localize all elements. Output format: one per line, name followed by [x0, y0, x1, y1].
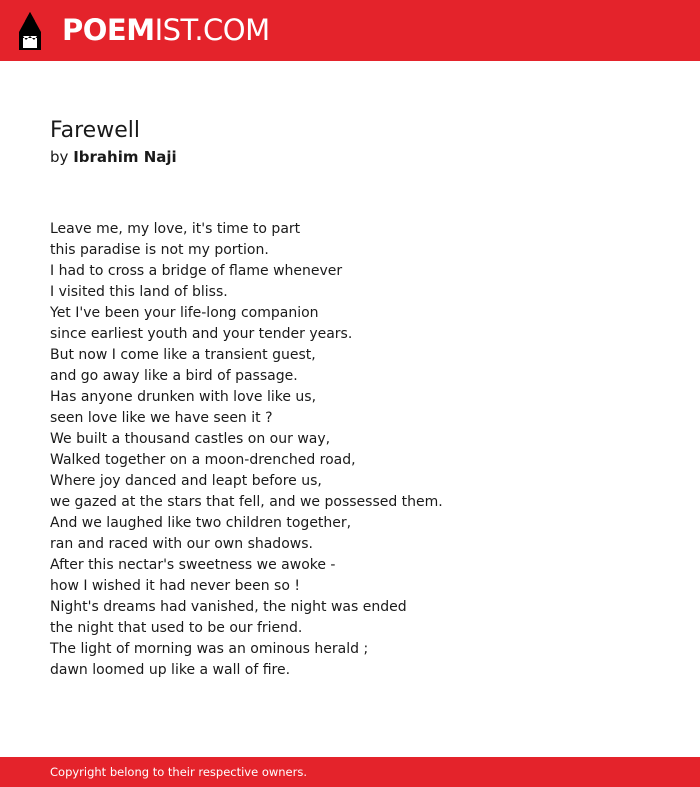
site-header	[0, 0, 700, 61]
poem-title: Farewell	[50, 118, 140, 143]
poem-line: Has anyone drunken with love like us,	[50, 389, 317, 405]
poem-line: since earliest youth and your tender years.	[50, 326, 353, 342]
poem-heading	[50, 117, 670, 167]
poem-body	[50, 219, 650, 681]
pencil-tip-icon[interactable]	[18, 10, 42, 52]
poem-line: The light of morning was an ominous herald ;	[50, 641, 369, 657]
poem-line: this paradise is not my portion.	[50, 242, 269, 258]
poem-line: We built a thousand castles on our way,	[50, 431, 331, 447]
poem-line: and go away like a bird of passage.	[50, 368, 298, 384]
poem-line: Walked together on a moon-drenched road,	[50, 452, 356, 468]
site-footer	[0, 757, 700, 787]
poem-line: ran and raced with our own shadows.	[50, 536, 313, 552]
poem-line: After this nectar's sweetness we awoke -	[50, 557, 336, 573]
byline	[50, 147, 670, 167]
logo-bold-text: POEM	[62, 13, 155, 47]
poem-line: we gazed at the stars that fell, and we possessed them.	[50, 494, 443, 510]
poem-line: I had to cross a bridge of flame whenever	[50, 263, 343, 279]
poem-line: But now I come like a transient guest,	[50, 347, 316, 363]
site-logo-link[interactable]	[62, 13, 270, 47]
poem-line: the night that used to be our friend.	[50, 620, 303, 636]
logo-light-text: IST.COM	[154, 13, 270, 47]
poem-line: how I wished it had never been so !	[50, 578, 300, 594]
poem-line: Yet I've been your life-long companion	[50, 305, 319, 321]
poem-line: Leave me, my love, it's time to part	[50, 221, 301, 237]
poem-line: Where joy danced and leapt before us,	[50, 473, 322, 489]
poem-line: seen love like we have seen it ?	[50, 410, 273, 426]
copyright-text: Copyright belong to their respective owners.	[50, 765, 308, 779]
poem-line: dawn loomed up like a wall of fire.	[50, 662, 291, 678]
poem-line: Night's dreams had vanished, the night was ended	[50, 599, 407, 615]
poem-line: I visited this land of bliss.	[50, 284, 228, 300]
by-label: by	[50, 148, 69, 166]
poem-line: And we laughed like two children together,	[50, 515, 352, 531]
author-name: Ibrahim Naji	[73, 148, 177, 166]
